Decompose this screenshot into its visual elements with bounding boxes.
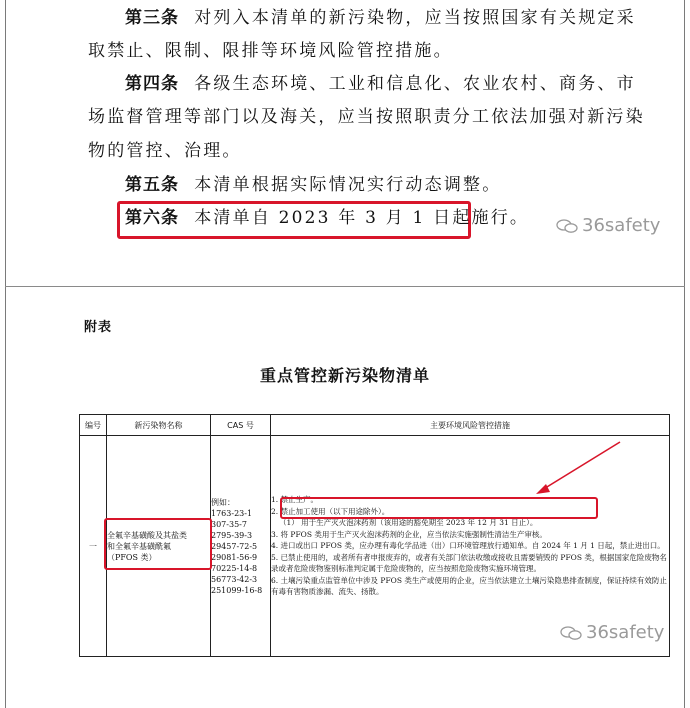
article-4-line-2: 场监督管理等部门以及海关，应当按照职责分工依法加强对新污染	[88, 107, 645, 127]
row-name-line: 全氟辛基磺酸及其盐类	[107, 530, 187, 540]
measure-item: 2. 禁止加工使用（以下用途除外）。	[271, 506, 390, 516]
cas-prefix: 例如：	[211, 497, 235, 507]
cas-number: 70225-14-8	[211, 563, 258, 573]
article-3-text-1: 对列入本清单的新污染物，应当按照国家有关规定采	[194, 8, 636, 28]
article-4-text-1: 各级生态环境、工业和信息化、农业农村、商务、市	[194, 74, 636, 94]
article-4-label: 第四条	[125, 74, 179, 94]
cas-number: 307-35-7	[211, 519, 247, 529]
article-3-label: 第三条	[125, 8, 179, 28]
header-no: 编号	[80, 415, 107, 436]
article-5-label: 第五条	[125, 175, 179, 195]
row-name-line: （PFOS 类）	[107, 552, 157, 562]
annex-label: 附表	[84, 320, 113, 335]
cas-number: 29457-72-5	[211, 541, 258, 551]
watermark-bottom	[560, 622, 664, 643]
row-no: 一	[80, 436, 107, 657]
measure-item: 4. 进口或出口 PFOS 类，应办理有毒化学品进（出）口环境管理放行通知单。自 2024 年 1 月 1 日起，禁止进出口。	[271, 541, 665, 551]
row-name-line: 和全氟辛基磺酰氟	[107, 541, 171, 551]
header-cas: CAS 号	[211, 415, 271, 436]
header-name: 新污染物名称	[107, 415, 211, 436]
cas-number: 251099-16-8	[211, 585, 263, 595]
measure-item: （1） 用于生产灭火泡沫药剂（该用途的豁免期至 2023 年 12 月 31 日止）。	[279, 518, 538, 528]
article-3-line-2: 取禁止、限制、限排等环境风险管控措施。	[88, 41, 453, 61]
watermark-text: 36safety	[582, 215, 661, 236]
measure-item: 5. 已禁止使用的，或者所有者申报废弃的，或者有关部门依法收缴或接收且需要销毁的 PFOS 类，根据国家危险废物名录或者危险废物鉴别标准判定属于危险废物的，应当按照危险废物实施环境管理。	[271, 552, 667, 574]
header-measures: 主要环境风险管控措施	[271, 415, 670, 436]
article-4-line-3: 物的管控、治理。	[88, 141, 242, 161]
measure-item: 1. 禁止生产。	[271, 495, 319, 505]
article-6-label: 第六条	[125, 208, 179, 228]
article-6-text-1: 本清单自 2023 年 3 月 1 日起施行。	[194, 208, 530, 228]
cas-number: 29081-56-9	[211, 552, 258, 562]
measure-item: 3. 将 PFOS 类用于生产灭火泡沫药剂的企业，应当依法实施强制性清洁生产审核。	[271, 529, 547, 539]
measure-item: 6. 土壤污染重点监管单位中涉及 PFOS 类生产或使用的企业，应当依法建立土壤污染隐患排查制度，保证持续有效防止有毒有害物质渗漏、流失、扬散。	[271, 575, 667, 597]
watermark-text: 36safety	[586, 622, 665, 643]
cas-number: 1763-23-1	[211, 508, 253, 518]
wechat-icon	[560, 626, 582, 640]
cas-number: 56773-42-3	[211, 574, 258, 584]
article-5-text-1: 本清单根据实际情况实行动态调整。	[194, 175, 502, 195]
annex-title: 重点管控新污染物清单	[259, 366, 430, 385]
cas-number: 2795-39-3	[211, 530, 253, 540]
